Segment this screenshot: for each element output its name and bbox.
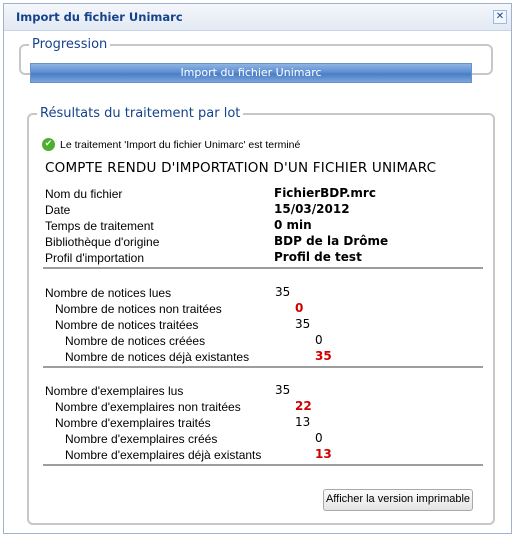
notices-processed-value: 35 [295, 317, 311, 331]
info-label-duration: Temps de traitement [45, 219, 154, 233]
info-value-profile: Profil de test [274, 250, 362, 264]
print-version-button[interactable]: Afficher la version imprimable [323, 489, 473, 511]
copies-read-label: Nombre d'exemplaires lus [45, 384, 184, 398]
report-heading: COMPTE RENDU D'IMPORTATION D'UN FICHIER UNIMARC [45, 160, 437, 176]
notices-unprocessed-label: Nombre de notices non traitées [55, 302, 222, 316]
notices-read-label: Nombre de notices lues [45, 286, 172, 300]
copies-read-value: 35 [275, 383, 291, 397]
notices-existing-label: Nombre de notices déjà existantes [65, 350, 250, 364]
info-value-library: BDP de la Drôme [274, 234, 389, 248]
info-value-date: 15/03/2012 [274, 202, 350, 216]
copies-existing-label: Nombre d'exemplaires déjà existants [65, 448, 262, 462]
close-icon[interactable]: ✕ [493, 10, 507, 24]
separator [43, 464, 483, 466]
copies-unprocessed-value: 22 [295, 399, 312, 413]
progress-fieldset [19, 37, 493, 79]
info-value-filename: FichierBDP.mrc [274, 186, 376, 200]
status-text: Le traitement 'Import du fichier Unimarc' est terminé [60, 139, 301, 151]
dialog-titlebar [4, 4, 511, 31]
notices-existing-value: 35 [315, 349, 332, 363]
copies-created-label: Nombre d'exemplaires créés [65, 432, 218, 446]
notices-created-label: Nombre de notices créées [65, 334, 206, 348]
dialog-title: Import du fichier Unimarc [16, 10, 183, 24]
notices-created-value: 0 [315, 333, 323, 347]
progress-legend: Progression [32, 37, 108, 52]
copies-processed-value: 13 [295, 415, 311, 429]
copies-created-value: 0 [315, 431, 323, 445]
info-label-date: Date [45, 203, 71, 217]
separator [43, 366, 483, 368]
info-label-library: Bibliothèque d'origine [45, 235, 160, 249]
notices-unprocessed-value: 0 [295, 301, 304, 315]
copies-unprocessed-label: Nombre d'exemplaires non traitées [55, 400, 241, 414]
check-success-icon: ✔ [42, 138, 55, 151]
info-label-filename: Nom du fichier [45, 187, 123, 201]
results-fieldset [27, 106, 495, 525]
progress-bar-label: Import du fichier Unimarc [180, 66, 322, 79]
copies-processed-label: Nombre d'exemplaires traités [55, 416, 211, 430]
separator [43, 267, 483, 269]
progress-bar [30, 63, 472, 83]
info-value-duration: 0 min [274, 218, 312, 232]
results-legend: Résultats du traitement par lot [40, 106, 241, 121]
notices-processed-label: Nombre de notices traitées [55, 318, 199, 332]
copies-existing-value: 13 [315, 447, 332, 461]
notices-read-value: 35 [275, 285, 291, 299]
info-label-profile: Profil d'importation [45, 251, 144, 265]
